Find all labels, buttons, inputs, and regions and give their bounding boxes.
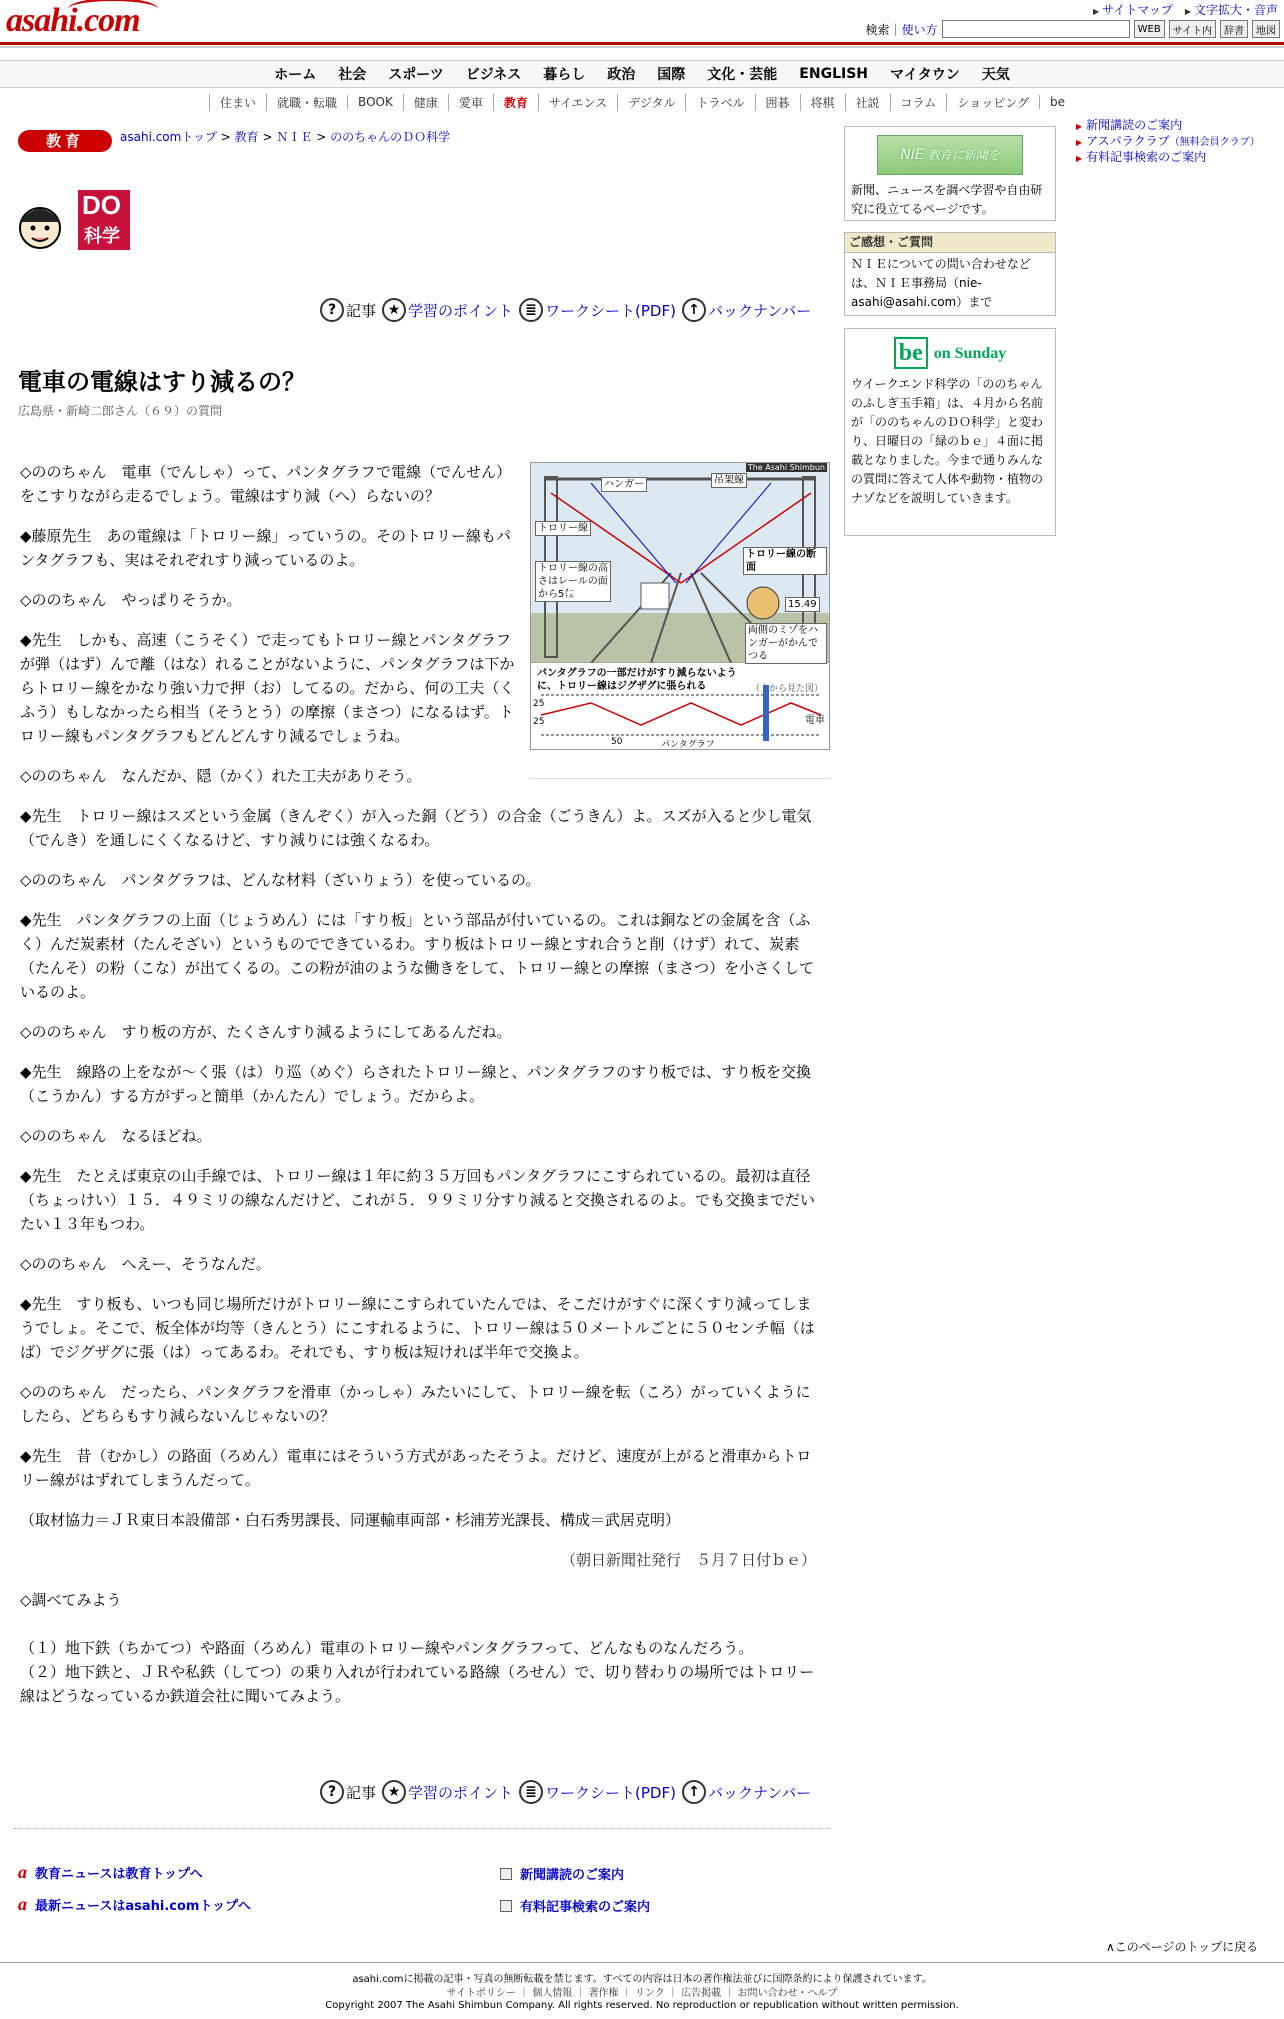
nav-mytown[interactable]: マイタウン <box>890 67 960 83</box>
subnav-shopping[interactable]: ショッピング <box>946 94 1039 111</box>
footer-link-ads[interactable]: 広告掲載 <box>681 1988 722 1999</box>
search-input[interactable] <box>942 20 1130 38</box>
document-icon: ≣ <box>519 298 543 322</box>
breadcrumb-sep: > <box>258 130 277 144</box>
right-link-note: （無料会員クラブ） <box>1169 137 1260 148</box>
footer-link-copyright[interactable]: 著作権 <box>588 1988 619 1999</box>
question-box-text: ＮＩＥについての問い合わせなどは、ＮＩＥ事務局（nie-asahi@asahi.com）まで <box>851 257 1031 309</box>
toolbar-points[interactable] <box>382 298 513 322</box>
article-title: 電車の電線はすり減るの？ <box>18 368 306 396</box>
nav-life[interactable]: 暮らし <box>543 67 586 83</box>
subnav-digital[interactable]: デジタル <box>617 94 685 111</box>
breadcrumb <box>120 128 450 145</box>
article-paragraph: ◆先生 たとえば東京の山手線では、トロリー線は１年に約３５万回もパンタグラフにこすられているの。最初は直径（ちょっけい）１５．４９ミリの線なんだけど、これが５．９９ミリ分すり減ると交換されるのよ。でも交換までだいたい１３年もつわ。 <box>20 1167 816 1233</box>
series-logo-text: DO <box>82 190 121 220</box>
article-paragraph: ◆先生 しかも、高速（こうそく）で走ってもトロリー線とパンタグラフが弾（はず）んで離（はな）れることがないように、パンタグラフは下からトロリー線をかなり強い力で押（お）してるの。だから、何の工夫（くふう）もしなかったら相当（そうとう）の摩擦（まさつ）になるはず。トロリー線もパンタグラフもどんどんすり減るでしょうね。 <box>20 631 515 745</box>
question-icon: ? <box>320 1780 344 1804</box>
be-logo-sub: on Sunday <box>933 344 1007 362</box>
nav-politics[interactable]: 政治 <box>607 67 636 83</box>
right-link-asparagus[interactable]: アスパラクラブ <box>1086 134 1170 148</box>
edu-news-link[interactable] <box>18 1862 203 1883</box>
article-paragraph: ◇ののちゃん へえー、そうなんだ。 <box>20 1255 271 1273</box>
sub-nav <box>0 92 1284 112</box>
article-paragraph: ◆先生 線路の上をなが～く張（は）り巡（めぐ）らされたトロリー線と、パンタグラフのすり板では、すり板を交換（こうかん）する方がずっと簡単（かんたん）でしょう。だからよ。 <box>20 1063 811 1105</box>
question-icon: ? <box>320 298 344 322</box>
subnav-travel[interactable]: トラベル <box>685 94 754 111</box>
be-logo-mark: be <box>894 337 928 369</box>
be-logo[interactable] <box>851 337 1049 369</box>
nav-international[interactable]: 国際 <box>657 67 686 83</box>
article-paragraph: ◇ののちゃん なんだか、隠（かく）れた工夫がありそう。 <box>20 767 422 785</box>
series-logo-sub: 科学 <box>84 226 120 247</box>
figure-credit: The Asahi Shimbun <box>747 463 825 472</box>
latest-news-link[interactable] <box>18 1894 251 1915</box>
article-paragraph: ◇ののちゃん だったら、パンタグラフを滑車（かっしゃ）みたいにして、トロリー線を転（ころ）がっていくようにしたら、どちらもすり減らないんじゃないの？ <box>20 1383 811 1425</box>
sitemap-link[interactable]: ▶ サイトマップ <box>1093 1 1173 18</box>
be-box <box>844 328 1056 536</box>
edu-news-label[interactable]: 教育ニュースは教育トップへ <box>35 1867 203 1882</box>
search-bar: 検索 | 使い方 WEB サイト内 辞書 地図 <box>866 20 1280 38</box>
article-asker: 広島県・新崎二郎さん（６９）の質問 <box>18 404 223 418</box>
section-badge: 教育 <box>18 130 112 152</box>
figure-note: パンタグラフの一部だけがすり減らないように、トロリー線はジグザグに張られる <box>537 668 737 692</box>
right-link-item[interactable] <box>1076 134 1260 150</box>
header-rule-gray <box>0 46 1284 48</box>
arrow-up-icon: ↑ <box>682 1780 706 1804</box>
figure-trolley: トロリー線 <box>535 521 591 536</box>
paid-search-label[interactable]: 有料記事検索のご案内 <box>520 1900 651 1915</box>
toolbar-backnumber[interactable] <box>682 298 811 322</box>
article-paragraph: ◇ののちゃん 電車（でんしゃ）って、パンタグラフで電線（でんせん）をこすりながら走るでしょう。電線はすり減（へ）らないの？ <box>20 463 512 505</box>
nav-sports[interactable]: スポーツ <box>388 67 444 83</box>
nav-weather[interactable]: 天気 <box>981 67 1010 83</box>
figure-offset-top: 25 <box>533 699 545 709</box>
web-search-button[interactable]: WEB <box>1134 20 1165 38</box>
toolbar-points-label[interactable]: 学習のポイント <box>408 301 514 320</box>
article-source: （朝日新聞社発行 ５月７日付ｂｅ） <box>560 1551 816 1569</box>
breadcrumb-education[interactable]: 教育 <box>234 130 259 144</box>
asahi-a-icon: a <box>18 1894 27 1914</box>
right-links <box>1076 118 1260 166</box>
breadcrumb-sep: > <box>216 130 235 144</box>
nav-home[interactable]: ホーム <box>274 67 317 83</box>
subnav-column[interactable]: コラム <box>890 94 947 111</box>
article-paragraph: ◆先生 トロリー線はスズという金属（きんぞく）が入った銅（どう）の合金（ごうきん）よ。スズが入ると少し電気（でんき）を通しにくくなるけど、すり減りには強くなるわ。 <box>20 807 812 849</box>
latest-news-label[interactable]: 最新ニュースはasahi.comトップへ <box>35 1899 251 1914</box>
nav-culture[interactable]: 文化・芸能 <box>707 67 778 83</box>
subnav-book[interactable]: BOOK <box>347 95 403 109</box>
footer-rule <box>0 1962 1284 1963</box>
footer-link-policy[interactable]: サイトポリシー <box>446 1988 516 1999</box>
figure-pantograph: パンタグラフ <box>661 740 715 750</box>
search-label: 検索 <box>865 22 890 37</box>
study-item: （２）地下鉄と、ＪＲや私鉄（してつ）の乗り入れが行われている路線（ろせん）で、切り替わりの場所ではトロリー線はどうなっているか鉄道会社に聞いてみよう。 <box>20 1663 815 1705</box>
box-icon <box>500 1900 512 1912</box>
toolbar-article-label: 記事 <box>346 1783 377 1802</box>
asahi-logo[interactable]: asahi.com <box>6 2 140 40</box>
main-nav <box>0 60 1284 88</box>
nie-box <box>844 126 1056 221</box>
article-paragraph: （取材協力＝ＪＲ東日本設備部・白石秀男課長、同運輸車両部・杉浦芳光課長、構成＝武居克明） <box>20 1511 681 1529</box>
dictionary-button[interactable]: 辞書 <box>1220 20 1248 38</box>
asahi-a-icon: a <box>18 1862 27 1882</box>
article-paragraph: ◆先生 すり板も、いつも同じ場所だけがトロリー線にこすられていたんでは、そこだけがすぐに深くすり減ってしまうでしょ。そこで、板全体が均等（きんとう）にこすれるように、トロリー線は５０メートルごとに５０センチ幅（はば）でジグザグに張（は）ってあるわ。それでも、すり板は短ければ半年で交換よ。 <box>20 1295 815 1361</box>
article-body <box>20 460 824 1724</box>
text-size-link[interactable]: ▶ 文字拡大・音声 <box>1185 1 1278 18</box>
figure-height: トロリー線の高さはレールの面から5㍍ <box>535 561 611 602</box>
article-paragraph: ◇ののちゃん パンタグラフは、どんな材料（ざいりょう）を使っているの。 <box>20 871 541 889</box>
arrow-up-icon: ↑ <box>682 298 706 322</box>
study-heading: ◇調べてみよう <box>20 1591 122 1609</box>
breadcrumb-current[interactable]: ののちゃんのＤＯ科学 <box>330 130 451 144</box>
question-box <box>844 232 1056 316</box>
nie-banner-text: 教育に新聞を <box>927 147 1000 162</box>
top-links <box>1093 1 1278 18</box>
article-toolbar-bottom <box>320 1780 811 1804</box>
article-paragraph: ◇ののちゃん すり板の方が、たくさんすり減るようにしてあるんだね。 <box>20 1023 512 1041</box>
header-rule <box>0 42 1284 45</box>
figure-note-sub: （上から見た図） <box>751 684 824 694</box>
article-paragraph: ◇ののちゃん なるほどね。 <box>20 1127 212 1145</box>
study-item: （１）地下鉄（ちかてつ）や路面（ろめん）電車のトロリー線やパンタグラフって、どんなものなんだろう。 <box>20 1639 754 1657</box>
subscribe-link[interactable] <box>500 1864 624 1883</box>
copyright-notice: asahi.comに掲載の記事・写真の無断転載を禁じます。すべての内容は日本の著作権法並びに国際条約により保護されています。 <box>352 1974 932 1985</box>
box-icon <box>500 1868 512 1880</box>
article-toolbar-top <box>320 298 811 322</box>
star-icon: ★ <box>382 298 406 322</box>
right-link-item[interactable] <box>1076 118 1260 134</box>
search-help-link[interactable]: 使い方 <box>901 22 938 37</box>
breadcrumb-home[interactable]: asahi.comトップ <box>120 130 217 144</box>
figure-catenary: 吊架線 <box>711 473 747 488</box>
right-link-paid[interactable]: 有料記事検索のご案内 <box>1086 150 1207 164</box>
subnav-jobs[interactable]: 就職・転職 <box>266 94 347 111</box>
nie-banner-top: NIE <box>900 146 924 163</box>
breadcrumb-nie[interactable]: ＮＩＥ <box>276 130 313 144</box>
toolbar-article <box>320 1780 376 1804</box>
map-button[interactable]: 地図 <box>1252 20 1280 38</box>
toolbar-worksheet[interactable] <box>519 298 676 322</box>
right-link-item[interactable] <box>1076 150 1260 166</box>
subnav-car[interactable]: 愛車 <box>448 94 493 111</box>
nie-box-text: 新聞、ニュースを調べ学習や自由研究に役立てるページです。 <box>851 183 1043 216</box>
site-search-button[interactable]: サイト内 <box>1169 20 1216 38</box>
toolbar-backnumber-label[interactable]: バックナンバー <box>707 1783 812 1802</box>
toolbar-worksheet-label[interactable]: ワークシート(PDF) <box>545 301 676 320</box>
subnav-editorial[interactable]: 社説 <box>845 94 890 111</box>
article-paragraph: ◆藤原先生 あの電線は「トロリー線」っていうの。そのトロリー線もパンタグラフも、実はそれぞれすり減っているのよ。 <box>20 527 511 569</box>
nie-banner[interactable] <box>877 135 1023 175</box>
article-paragraph: ◆先生 パンタグラフの上面（じょうめん）には「すり板」という部品が付いているの。これは銅などの金属を含（ふく）んだ炭素材（たんそざい）というものでできているわ。すり板はトロリー線とすれ合うと削（けず）れて、炭素（たんそ）の粉（こな）が出てくるの。この粉が油のような働きをして、トロリー線との摩擦（まさつ）を小さくしているのよ。 <box>20 911 815 1001</box>
question-box-head: ご感想・ご質問 <box>845 233 1055 253</box>
figure-train: 電車 <box>805 715 825 726</box>
toolbar-backnumber[interactable] <box>682 1780 811 1804</box>
subnav-housing[interactable]: 住まい <box>209 94 266 111</box>
footer-link-privacy[interactable]: 個人情報 <box>532 1988 573 1999</box>
subnav-be[interactable]: be <box>1039 95 1075 109</box>
subscribe-label[interactable]: 新聞講読のご案内 <box>520 1868 625 1883</box>
be-box-text: ウイークエンド科学の「ののちゃんのふしぎ玉手箱」は、４月から名前が「ののちゃんのＤＯ科学」と変わり、日曜日の「緑のｂｅ」４面に掲載となりました。今まで通りみんなの質問に答えて人体や動物・植物のナゾなどを説明していきます。 <box>851 377 1044 505</box>
nav-business[interactable]: ビジネス <box>465 67 522 83</box>
star-icon: ★ <box>382 1780 406 1804</box>
toolbar-points[interactable] <box>382 1780 513 1804</box>
subnav-shogi[interactable]: 将棋 <box>800 94 845 111</box>
paid-search-link[interactable] <box>500 1896 650 1915</box>
toolbar-article <box>320 298 376 322</box>
subnav-science[interactable]: サイエンス <box>538 94 617 111</box>
copyright-line: Copyright 2007 The Asahi Shimbun Company. All rights reserved. No reproduction or republication without written permission. <box>325 2000 959 2011</box>
footer-divider <box>14 1828 830 1830</box>
toolbar-worksheet-label[interactable]: ワークシート(PDF) <box>545 1783 676 1802</box>
footer-link-link[interactable]: リンク <box>634 1988 665 1999</box>
figure-span: 50 <box>611 737 623 747</box>
toolbar-backnumber-label[interactable]: バックナンバー <box>707 301 812 320</box>
toolbar-points-label[interactable]: 学習のポイント <box>408 1783 514 1802</box>
nav-society[interactable]: 社会 <box>338 67 367 83</box>
figure-offset-bottom: 25 <box>533 717 545 727</box>
subnav-go[interactable]: 囲碁 <box>755 94 800 111</box>
figure-hanger: ハンガー <box>601 477 647 492</box>
series-logo <box>10 188 132 254</box>
figure-section: トロリー線の断面 <box>743 547 827 575</box>
article-paragraph: ◆先生 昔（むかし）の路面（ろめん）電車にはそういう方式があったそうよ。だけど、速度が上がると滑車からトロリー線がはずれてしまうんだって。 <box>20 1447 812 1489</box>
nav-english[interactable]: ENGLISH <box>799 66 868 82</box>
footer-links: サイトポリシー ｜ 個人情報 ｜ 著作権 ｜ リンク ｜ 広告掲載 ｜ お問い合わせ・ヘルプ <box>446 1988 838 1999</box>
subnav-health[interactable]: 健康 <box>403 94 448 111</box>
figure-diameter: 15.49 <box>785 597 820 612</box>
right-link-subscribe[interactable]: 新聞講読のご案内 <box>1086 118 1183 132</box>
article-paragraph: ◇ののちゃん やっぱりそうか。 <box>20 591 242 609</box>
toolbar-article-label: 記事 <box>346 301 377 320</box>
page-top-link[interactable]: ∧このページのトップに戻る <box>1106 1940 1259 1954</box>
figure-groove: 両側のミゾをハンガーがかんでつる <box>745 623 827 664</box>
footer-link-help[interactable]: お問い合わせ・ヘルプ <box>737 1988 838 1999</box>
breadcrumb-sep: > <box>312 130 331 144</box>
toolbar-worksheet[interactable] <box>519 1780 676 1804</box>
document-icon: ≣ <box>519 1780 543 1804</box>
subnav-education[interactable]: 教育 <box>493 94 538 111</box>
